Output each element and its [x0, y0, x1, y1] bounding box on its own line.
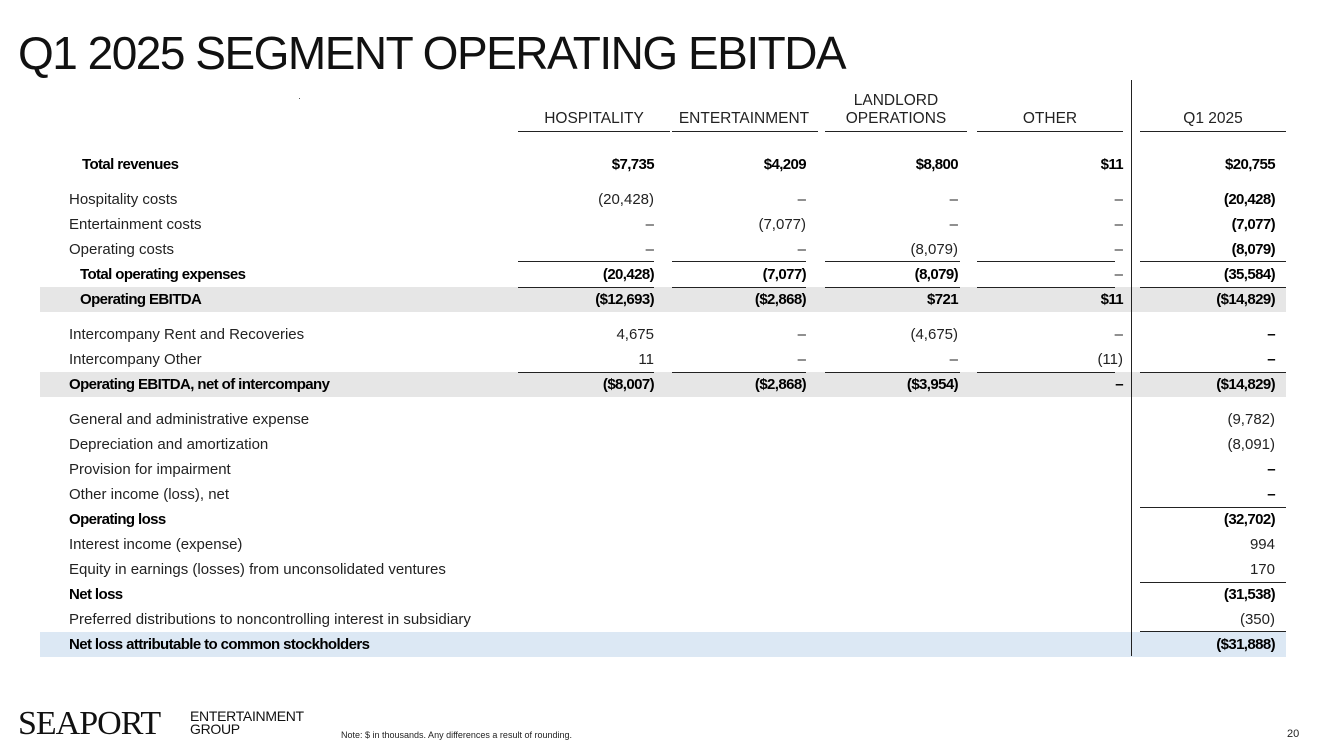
cell-hospitality: 4,675 [616, 326, 654, 343]
row-label: Total operating expenses [80, 266, 246, 283]
cell-hospitality: – [645, 216, 654, 233]
col-header-underline [518, 131, 670, 132]
row-label: Other income (loss), net [69, 486, 230, 503]
cell-landlord: – [949, 216, 958, 233]
col-header-total: Q1 2025 [1183, 110, 1243, 127]
cell-total: – [1267, 351, 1275, 368]
table-row [40, 407, 1286, 432]
table-row [40, 482, 1286, 507]
cell-other: – [1114, 326, 1123, 343]
cell-other: (11) [1097, 351, 1123, 368]
table-row [40, 532, 1286, 557]
row-label: Net loss [69, 586, 123, 603]
cell-entertainment: – [797, 326, 806, 343]
row-label: Entertainment costs [69, 216, 202, 233]
cell-total: (8,079) [1231, 241, 1275, 258]
cell-total: (350) [1239, 611, 1275, 628]
table-row [40, 187, 1286, 212]
table-row [40, 607, 1286, 632]
row-label: Hospitality costs [69, 191, 178, 208]
cell-total: (7,077) [1231, 216, 1275, 233]
cell-landlord: (4,675) [910, 326, 958, 343]
page-number: 20 [1287, 728, 1300, 740]
logo-wordmark: SEAPORT [18, 705, 161, 742]
cell-other: $11 [1100, 291, 1123, 308]
row-label: Intercompany Other [69, 351, 202, 368]
column-divider [1131, 80, 1132, 656]
row-label: Operating loss [69, 511, 166, 528]
cell-other: – [1114, 191, 1123, 208]
table-row [40, 432, 1286, 457]
table-row-total-operating-expenses [40, 262, 1286, 287]
cell-hospitality: ($12,693) [595, 291, 654, 308]
table-row [40, 322, 1286, 347]
cell-total: – [1267, 326, 1275, 343]
row-label: Net loss attributable to common stockholders [69, 636, 370, 653]
cell-landlord: – [949, 191, 958, 208]
table-row-ebitda-net-intercompany [40, 372, 1286, 397]
cell-entertainment: ($2,868) [754, 376, 806, 393]
decorative-dot [299, 98, 300, 99]
cell-other: – [1114, 216, 1123, 233]
row-label: Operating costs [69, 241, 175, 258]
table-row-operating-ebitda [40, 287, 1286, 312]
row-rule [672, 287, 806, 288]
table-row [40, 212, 1286, 237]
table-row [40, 237, 1286, 262]
row-label: Equity in earnings (losses) from unconsolidated ventures [69, 561, 446, 578]
cell-entertainment: (7,077) [762, 266, 806, 283]
cell-entertainment: – [797, 241, 806, 258]
cell-entertainment: – [797, 191, 806, 208]
row-rule [977, 287, 1115, 288]
cell-total: ($31,888) [1216, 636, 1275, 653]
row-label: Preferred distributions to noncontrolling interest in subsidiary [69, 611, 471, 628]
cell-total: – [1267, 461, 1275, 478]
cell-hospitality: (20,428) [602, 266, 654, 283]
row-label: Interest income (expense) [69, 536, 243, 553]
table-row-net-loss-attributable [40, 632, 1286, 657]
cell-landlord: $8,800 [915, 156, 958, 173]
table-row [40, 557, 1286, 582]
cell-landlord: $721 [927, 291, 958, 308]
row-rule [825, 372, 960, 373]
cell-total: 994 [1249, 536, 1275, 553]
cell-hospitality: 11 [638, 351, 654, 368]
row-label: Depreciation and amortization [69, 436, 269, 453]
cell-landlord: – [949, 351, 958, 368]
logo-subtitle: ENTERTAINMENT [190, 708, 304, 724]
row-label: Operating EBITDA [80, 291, 202, 308]
table-row-total-revenues [40, 152, 1286, 177]
table-row [40, 457, 1286, 482]
col-header-underline [977, 131, 1123, 132]
row-label: Operating EBITDA, net of intercompany [69, 376, 330, 393]
row-rule [518, 372, 654, 373]
col-header-underline [1140, 131, 1286, 132]
col-header-underline [825, 131, 967, 132]
row-rule [518, 287, 654, 288]
row-rule [977, 372, 1115, 373]
cell-total: (31,538) [1223, 586, 1275, 603]
cell-total: – [1267, 486, 1275, 503]
col-header-other: OTHER [1022, 110, 1078, 127]
row-rule [1140, 287, 1286, 288]
cell-other: – [1114, 266, 1123, 283]
logo-subtitle: GROUP [190, 721, 240, 737]
page-title: Q1 2025 SEGMENT OPERATING EBITDA [18, 27, 846, 79]
cell-total: (20,428) [1223, 191, 1275, 208]
cell-total: ($14,829) [1216, 376, 1275, 393]
cell-entertainment: – [797, 351, 806, 368]
footnote: Note: $ in thousands. Any differences a result of rounding. [341, 730, 572, 740]
table-row-net-loss [40, 582, 1286, 607]
cell-landlord: ($3,954) [906, 376, 958, 393]
cell-total: (32,702) [1223, 511, 1275, 528]
table-row-operating-loss [40, 507, 1286, 532]
row-label: Provision for impairment [69, 461, 231, 478]
col-header-underline [672, 131, 818, 132]
row-label: Total revenues [82, 156, 179, 173]
row-rule [825, 287, 960, 288]
cell-total: (8,091) [1227, 436, 1275, 453]
cell-total: ($14,829) [1216, 291, 1275, 308]
row-rule [672, 372, 806, 373]
row-label: General and administrative expense [69, 411, 310, 428]
cell-landlord: (8,079) [914, 266, 958, 283]
cell-total: (35,584) [1223, 266, 1275, 283]
cell-total: 170 [1249, 561, 1275, 578]
cell-hospitality: $7,735 [611, 156, 654, 173]
cell-hospitality: – [645, 241, 654, 258]
cell-entertainment: $4,209 [763, 156, 806, 173]
col-header-hospitality: HOSPITALITY [544, 110, 644, 127]
table-row [40, 347, 1286, 372]
cell-other: – [1114, 241, 1123, 258]
col-header-entertainment: ENTERTAINMENT [678, 110, 810, 127]
cell-total: $20,755 [1224, 156, 1275, 173]
cell-hospitality: ($8,007) [602, 376, 654, 393]
cell-entertainment: (7,077) [758, 216, 806, 233]
col-header-landlord-operations: LANDLORD OPERATIONS [845, 92, 947, 127]
cell-entertainment: ($2,868) [754, 291, 806, 308]
row-label: Intercompany Rent and Recoveries [69, 326, 305, 343]
cell-landlord: (8,079) [910, 241, 958, 258]
row-rule [1140, 372, 1286, 373]
cell-other: $11 [1100, 156, 1123, 173]
cell-hospitality: (20,428) [598, 191, 654, 208]
cell-other: – [1115, 376, 1123, 393]
cell-total: (9,782) [1227, 411, 1275, 428]
